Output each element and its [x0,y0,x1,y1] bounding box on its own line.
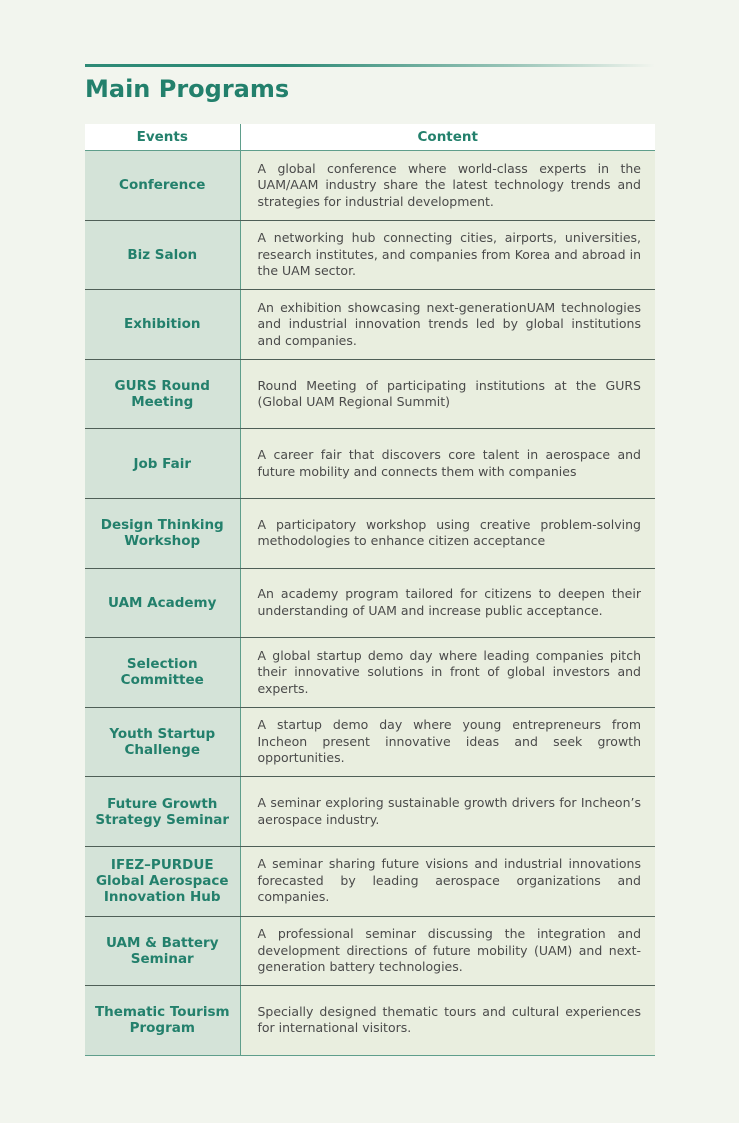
event-name: Selection Committee [85,638,240,708]
event-name: Thematic Tourism Program [85,986,240,1056]
table-row [85,707,655,777]
table-header [85,124,655,151]
event-name: Conference [85,151,240,221]
header-row [85,124,655,151]
table-row [85,986,655,1056]
event-description: Specially designed thematic tours and cultural experiences for international visitors. [240,986,655,1056]
table-row [85,359,655,429]
table-row [85,151,655,221]
programs-table [85,124,655,1056]
event-name: UAM Academy [85,568,240,638]
content-column-header: Content [240,124,655,151]
event-description: A networking hub connecting cities, airports, universities, research institutes, and companies from Korea and abroad in the UAM sector. [240,220,655,290]
event-name: Design Thinking Workshop [85,498,240,568]
table-row [85,220,655,290]
event-name: GURS Round Meeting [85,359,240,429]
event-description: An exhibition showcasing next-generationUAM technologies and industrial innovation trends led by global institutions and companies. [240,290,655,360]
table-row [85,498,655,568]
event-name: IFEZ–PURDUE Global Aerospace Innovation Hub [85,846,240,916]
event-name: Future Growth Strategy Seminar [85,777,240,847]
events-column-header: Events [85,124,240,151]
table-row [85,846,655,916]
event-description: A participatory workshop using creative problem-solving methodologies to enhance citizen acceptance [240,498,655,568]
event-description: A global conference where world-class experts in the UAM/AAM industry share the latest technology trends and strategies for industrial development. [240,151,655,221]
table-body [85,151,655,1056]
event-description: A career fair that discovers core talent in aerospace and future mobility and connects them with companies [240,429,655,499]
table-row [85,429,655,499]
event-description: A seminar sharing future visions and industrial innovations forecasted by leading aerospace organizations and companies. [240,846,655,916]
event-name: Job Fair [85,429,240,499]
table-row [85,916,655,986]
section-title: Main Programs [85,75,290,103]
table-row [85,638,655,708]
table-row [85,777,655,847]
event-description: A global startup demo day where leading companies pitch their innovative solutions in front of global investors and experts. [240,638,655,708]
event-description: Round Meeting of participating institutions at the GURS (Global UAM Regional Summit) [240,359,655,429]
title-divider [85,64,655,67]
event-description: An academy program tailored for citizens to deepen their understanding of UAM and increase public acceptance. [240,568,655,638]
event-description: A startup demo day where young entrepreneurs from Incheon present innovative ideas and seek growth opportunities. [240,707,655,777]
table-row [85,290,655,360]
event-name: Biz Salon [85,220,240,290]
table-row [85,568,655,638]
event-name: UAM & Battery Seminar [85,916,240,986]
event-name: Exhibition [85,290,240,360]
event-description: A professional seminar discussing the integration and development directions of future mobility (UAM) and next-generation battery technologies. [240,916,655,986]
event-description: A seminar exploring sustainable growth drivers for Incheon’s aerospace industry. [240,777,655,847]
event-name: Youth Startup Challenge [85,707,240,777]
